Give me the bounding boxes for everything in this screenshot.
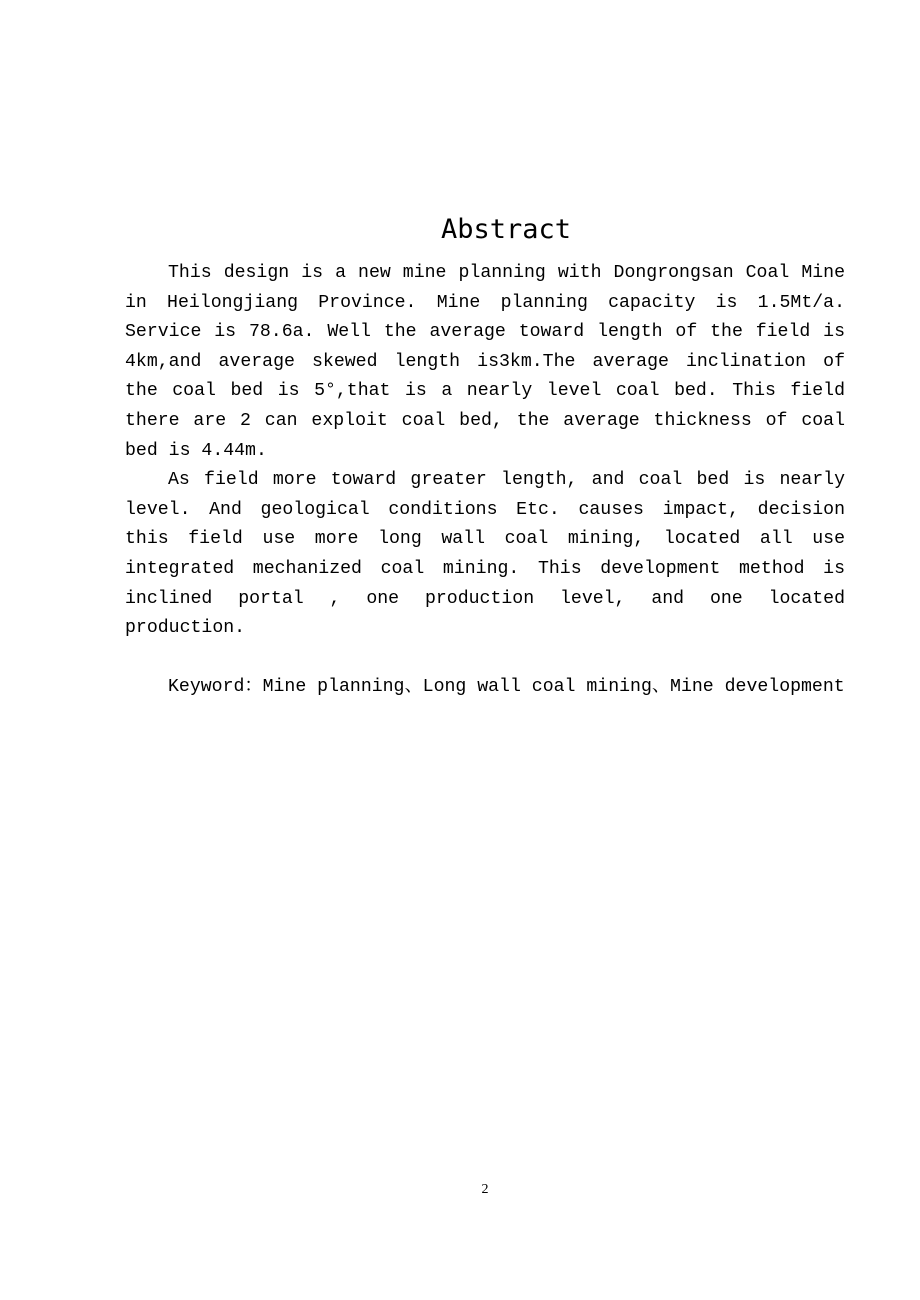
abstract-paragraph-2: As field more toward greater length, and coal bed is nearly level. And geological conditions Etc. causes impact, decision this field use more long wall coal mining, located all use integrated mechanized coal mining. This development method is inclined portal , one production level, and one located production. xyxy=(125,470,845,639)
page-title: Abstract xyxy=(440,214,572,245)
abstract-paragraph-1: This design is a new mine planning with Dongrongsan Coal Mine in Heilongjiang Province. Mine planning capacity is 1.5Mt/a. Service is 78.6a. Well the average toward length of the field is 4km,and average skewed length is3km.The average inclination of the coal bed is 5°,that is a nearly level coal bed. This field there are 2 can exploit coal bed, the average thickness of coal bed is 4.44m. xyxy=(125,263,845,461)
keywords-line: Keyword：Mine planning、Long wall coal mining、Mine development xyxy=(168,677,845,698)
page-number: 2 xyxy=(481,1182,489,1197)
abstract-body xyxy=(125,259,845,703)
